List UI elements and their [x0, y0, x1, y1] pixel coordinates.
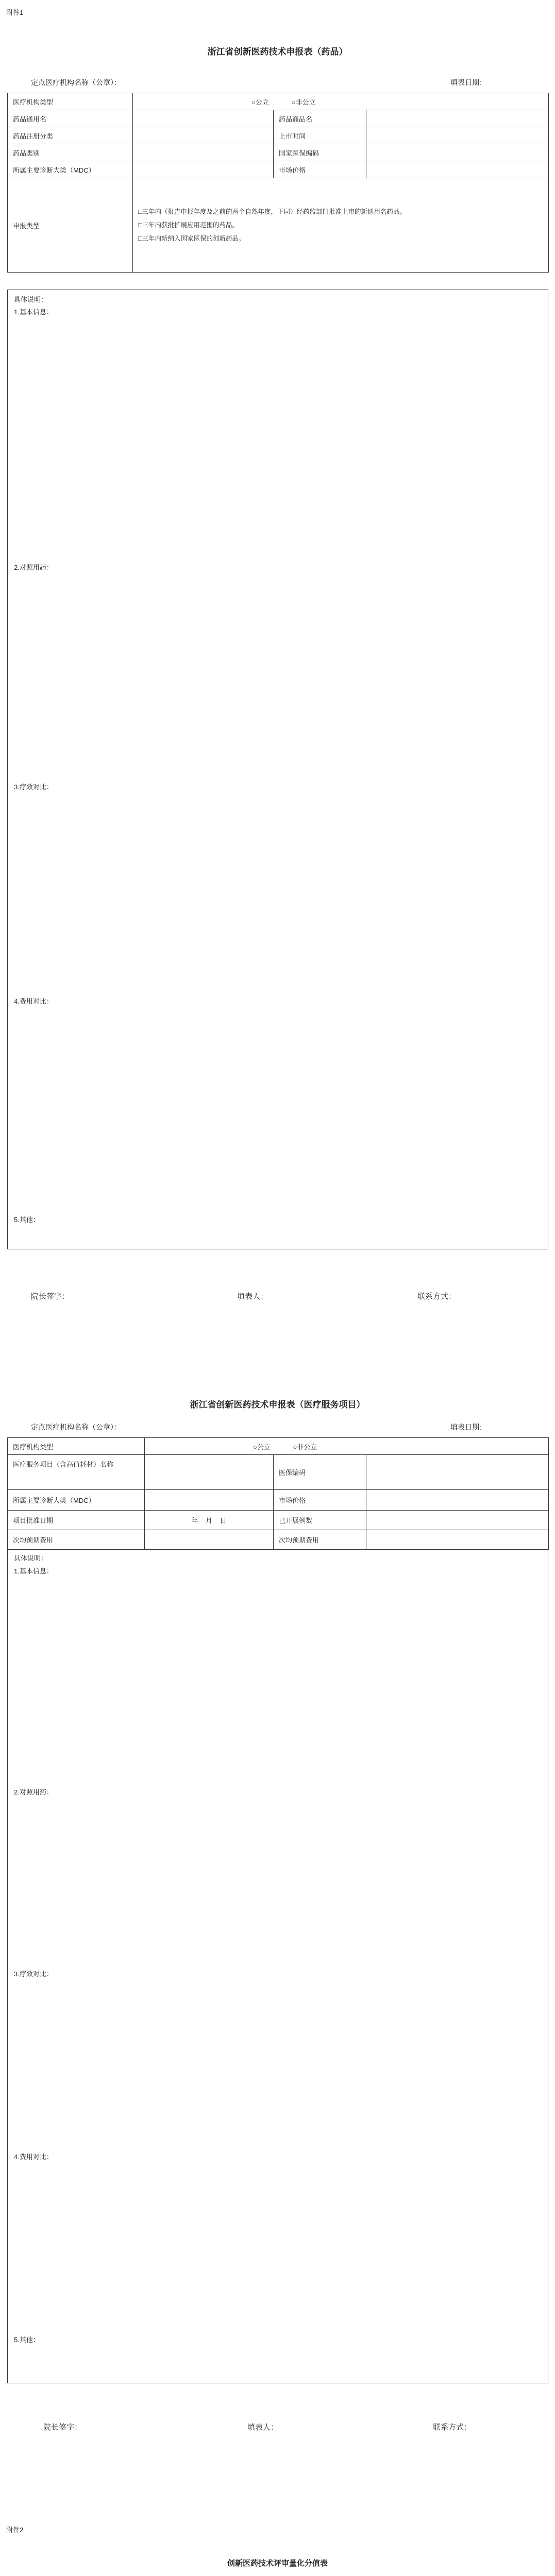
declaration-type-options: [133, 178, 549, 273]
section-cost-comparison: 4.费用对比：: [14, 997, 53, 1005]
insurance-code-field-2[interactable]: [366, 1455, 549, 1490]
section-reference-drug-2: 2.对照用药：: [14, 1788, 53, 1796]
declaration-option-2[interactable]: □三年内获批扩展应用范围的药品。: [138, 222, 239, 229]
drug-description-box: [7, 290, 548, 1249]
service-item-label: 医疗服务项目（含高值耗材）名称: [8, 1455, 145, 1490]
trade-name-label: 药品商品名: [274, 110, 366, 127]
service-item-field[interactable]: [145, 1455, 274, 1490]
market-price-field[interactable]: [366, 161, 549, 178]
institution-type-options-2: [145, 1438, 549, 1455]
description-title: 具体说明：: [14, 296, 48, 303]
declaration-option-3[interactable]: □三年内新纳入国家医保的创新药品。: [138, 235, 245, 242]
mdc-field[interactable]: [133, 161, 274, 178]
drug-category-label: 药品类别: [8, 144, 133, 161]
launch-time-field[interactable]: [366, 127, 549, 144]
section-efficacy-comparison: 3.疗效对比：: [14, 783, 53, 791]
service-form-table: [7, 1437, 549, 1550]
declaration-type-label: 申报类型: [8, 178, 133, 273]
private-radio-2[interactable]: ○非公立: [293, 1443, 317, 1451]
insurance-code-field[interactable]: [366, 144, 549, 161]
institution-type-label: 医疗机构类型: [8, 93, 133, 110]
attachment-label-2: 附件2: [6, 2526, 24, 2534]
section-other: 5.其他：: [14, 1216, 40, 1224]
market-price-field-2[interactable]: [366, 1490, 549, 1511]
mdc-label-2: 所属主要诊断大类（MDC）: [8, 1490, 145, 1511]
expected-cost-field-b[interactable]: [366, 1530, 549, 1550]
description-title-2: 具体说明：: [14, 1554, 48, 1562]
cases-done-label: 已开展例数: [274, 1511, 366, 1530]
score-table-title: 创新医药技术评审量化分值表: [227, 2559, 328, 2568]
generic-name-field[interactable]: [133, 110, 274, 127]
expected-cost-field-a[interactable]: [145, 1530, 274, 1550]
section-basic-info: 1.基本信息：: [14, 308, 53, 316]
market-price-label-2: 市场价格: [274, 1490, 366, 1511]
private-radio[interactable]: ○非公立: [291, 98, 316, 106]
form-title-service: 浙江省创新医药技术申报表（医疗服务项目）: [190, 1400, 365, 1410]
filler-label-2: 填表人：: [247, 2423, 279, 2432]
approval-date-label: 项目批准日期: [8, 1511, 145, 1530]
generic-name-label: 药品通用名: [8, 110, 133, 127]
registration-class-label: 药品注册分类: [8, 127, 133, 144]
approval-date-field[interactable]: 年 月 日: [145, 1511, 274, 1530]
drug-form-table: [7, 93, 549, 273]
institution-name-label-2: 定点医疗机构名称（公章）：: [31, 1423, 121, 1431]
director-signature-label: 院长签字：: [31, 1292, 70, 1301]
fill-date-label-2: 填表日期:: [450, 1423, 481, 1431]
director-signature-label-2: 院长签字：: [43, 2423, 82, 2432]
section-reference-drug: 2.对照用药：: [14, 564, 53, 571]
service-description-box: [7, 1549, 548, 2383]
form-title-drug: 浙江省创新医药技术申报表（药品）: [207, 47, 348, 57]
mdc-field-2[interactable]: [145, 1490, 274, 1511]
attachment-label-1: 附件1: [6, 9, 24, 16]
insurance-code-label-2: 医保编码: [274, 1455, 366, 1490]
declaration-option-1[interactable]: □三年内（报告申报年度及之前的两个自然年度，下同）经药监部门批准上市的新通用名药品。: [138, 208, 407, 215]
fill-date-label: 填表日期:: [450, 78, 481, 87]
section-cost-comparison-2: 4.费用对比：: [14, 2153, 53, 2161]
institution-name-label: 定点医疗机构名称（公章）：: [31, 78, 121, 87]
contact-label-2: 联系方式：: [433, 2423, 472, 2432]
institution-type-label-2: 医疗机构类型: [8, 1438, 145, 1455]
trade-name-field[interactable]: [366, 110, 549, 127]
expected-cost-label-b: 次均预期费用: [274, 1530, 366, 1550]
cases-done-field[interactable]: [366, 1511, 549, 1530]
section-basic-info-2: 1.基本信息：: [14, 1567, 53, 1575]
filler-label: 填表人：: [237, 1292, 268, 1301]
insurance-code-label: 国家医保编码: [274, 144, 366, 161]
market-price-label: 市场价格: [274, 161, 366, 178]
public-radio-2[interactable]: ○公立: [253, 1443, 271, 1451]
drug-category-field[interactable]: [133, 144, 274, 161]
contact-label: 联系方式：: [417, 1292, 457, 1301]
section-other-2: 5.其他：: [14, 2336, 40, 2344]
registration-class-field[interactable]: [133, 127, 274, 144]
institution-type-options: [133, 93, 549, 110]
mdc-label: 所属主要诊断大类（MDC）: [8, 161, 133, 178]
public-radio[interactable]: ○公立: [251, 98, 269, 106]
expected-cost-label-a: 次均预期费用: [8, 1530, 145, 1550]
launch-time-label: 上市时间: [274, 127, 366, 144]
section-efficacy-comparison-2: 3.疗效对比：: [14, 1970, 53, 1978]
